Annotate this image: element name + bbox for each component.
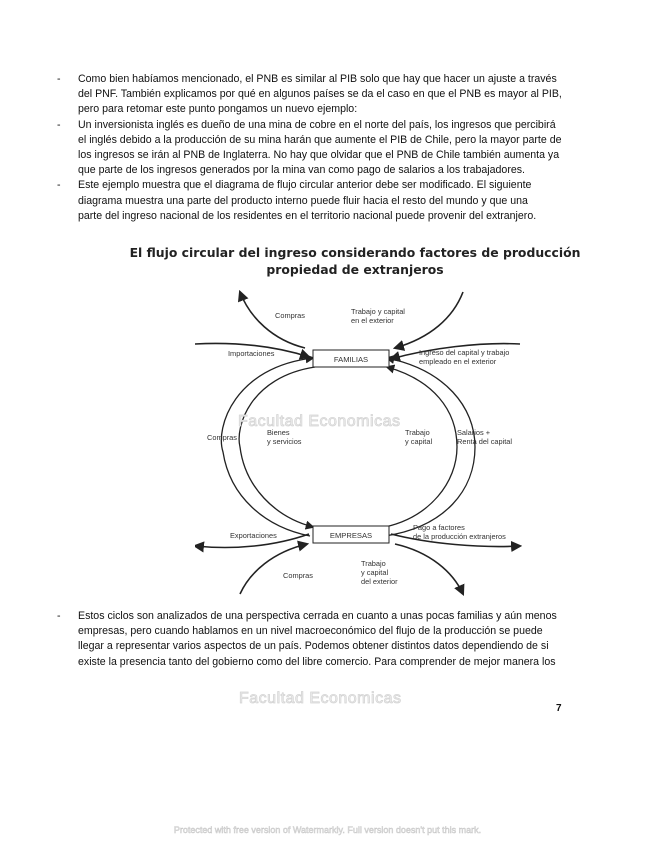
label-line: de la producción extranjeros — [413, 532, 506, 541]
text-line: el inglés debido a la producción de su mina harán que aumente el PIB de Chile, pero la mayor parte de — [78, 133, 562, 146]
empresas-label: EMPRESAS — [329, 531, 373, 540]
label-compras-top: Compras — [275, 311, 305, 320]
outer-arc-right — [385, 358, 475, 536]
bullet-dash: - — [57, 610, 61, 622]
label-line: Ingreso del capital y trabajo — [419, 348, 510, 357]
text-line: Estos ciclos son analizados de una perspectiva cerrada en cuanto a unas pocas familias y aún menos — [78, 610, 557, 622]
label-salarios — [457, 428, 512, 446]
bullet-dash: - — [57, 179, 61, 192]
label-line: Salarios + — [457, 428, 491, 437]
diagram-title — [120, 244, 590, 278]
label-line: Trabajo y capital — [351, 307, 405, 316]
label-line: y servicios — [267, 437, 302, 446]
bullet-dash: - — [57, 73, 61, 85]
inner-arc-right — [385, 367, 457, 527]
text-line: Este ejemplo muestra que el diagrama de flujo circular anterior debe ser modificado. El siguiente — [78, 179, 532, 192]
label-line: Renta del capital — [457, 437, 513, 446]
text-line: Un inversionista inglés es dueño de una mina de cobre en el norte del país, los ingresos que percibirá — [78, 118, 556, 131]
label-compras-left: Compras — [207, 433, 237, 442]
arrow-top-right — [395, 292, 463, 348]
text-line: parte del ingreso nacional de los residentes en el territorio nacional puede provenir del extranjero. — [78, 209, 537, 222]
inner-arc-left — [239, 367, 315, 527]
bullet-list — [57, 72, 617, 224]
text-line: llegar a representar varios aspectos de un país. Podemos obtener distintos datos dependiendo de si — [78, 640, 549, 653]
text-line: del PNF. También explicamos por qué en algunos países se da el caso en que el PNB es mayor al PIB, — [78, 88, 562, 101]
label-line: Trabajo — [361, 559, 386, 568]
outer-arc-left — [221, 358, 313, 536]
watermark: Facultad Economicas — [238, 413, 401, 430]
circular-flow-diagram — [195, 282, 525, 600]
label-trabajo-del-exterior — [361, 559, 398, 586]
label-line: Bienes — [267, 428, 290, 437]
arrow-top-left — [240, 292, 305, 348]
text-line: existe la presencia tanto del gobierno como del libre comercio. Para comprender de mejor manera los — [78, 655, 556, 668]
arrow-bottom-left — [240, 544, 307, 594]
page-number: 7 — [556, 703, 562, 714]
text-line: que parte de los ingresos generados por la mina van como pago de salarios a los trabajadores. — [78, 164, 525, 177]
label-line: empleado en el exterior — [419, 357, 497, 366]
bullet-dash: - — [57, 118, 61, 131]
text-line: diagrama muestra una parte del producto interno puede fluir hacia el resto del mundo y que una — [78, 194, 528, 207]
watermark-footer-note: Protected with free version of Watermarkly. Full version doesn't put this mark. — [173, 825, 482, 835]
label-trabajo-exterior — [351, 307, 407, 325]
label-ingreso-capital — [419, 348, 511, 366]
diagram-title-line: propiedad de extranjeros — [266, 262, 444, 277]
label-line: en el exterior — [351, 316, 394, 325]
watermark: Facultad Economicas — [239, 690, 402, 707]
label-line: del exterior — [361, 577, 398, 586]
label-importaciones: Importaciones — [228, 349, 275, 358]
familias-label: FAMILIAS — [333, 355, 369, 364]
arrow-bottom-right — [395, 544, 463, 594]
bullet-paragraph-2 — [57, 118, 617, 179]
bullet-paragraph-1 — [57, 72, 617, 118]
label-line: Pago a factores — [413, 523, 465, 532]
label-compras-bottom: Compras — [283, 571, 313, 580]
text-line: empresas, pero cuando hablamos en un nivel macroeconómico del flujo de la producción se puede — [78, 625, 543, 638]
text-line: pero para retomar este punto pongamos un nuevo ejemplo: — [78, 103, 358, 116]
label-line: y capital — [405, 437, 433, 446]
label-trabajo-capital — [405, 428, 432, 446]
label-exportaciones: Exportaciones — [230, 531, 277, 540]
label-line: y capital — [361, 568, 389, 577]
bullet-paragraph-4 — [57, 609, 638, 670]
text-line: Como bien habíamos mencionado, el PNB es similar al PIB solo que hay que hacer un ajuste a través — [78, 73, 557, 85]
bullet-paragraph-3 — [57, 178, 617, 224]
label-line: Trabajo — [405, 428, 430, 437]
label-pago-factores — [413, 523, 506, 541]
diagram-title-line: El flujo circular del ingreso considerando factores de producción — [129, 245, 581, 260]
text-line: los ingresos se irán al PNB de Inglaterra. No hay que olvidar que el PNB de Chile también aumenta ya — [78, 149, 560, 162]
